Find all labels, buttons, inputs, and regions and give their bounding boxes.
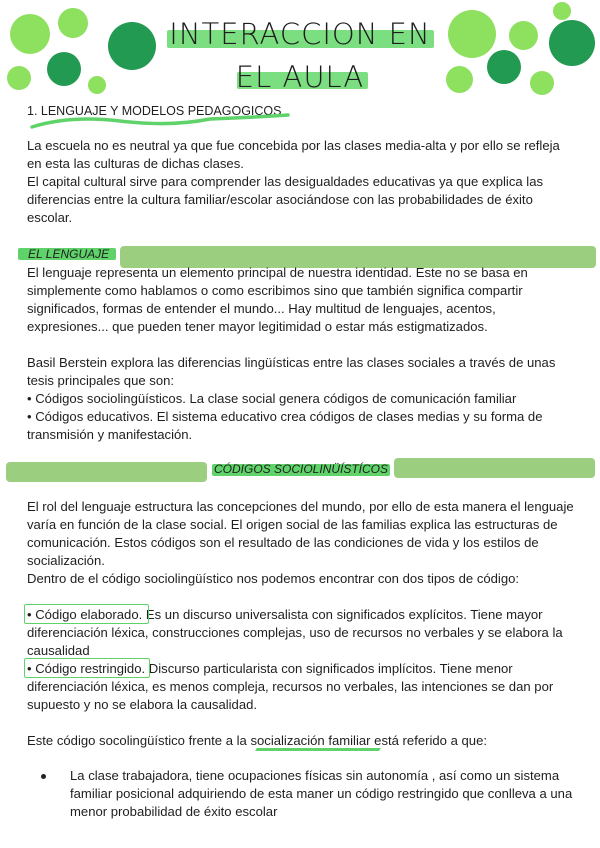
page-title: EL AULA	[235, 60, 365, 94]
decor-circle	[88, 76, 106, 94]
decor-circle	[530, 71, 554, 95]
term-box	[24, 604, 149, 624]
term-box	[24, 658, 150, 678]
section-label: CÓDIGOS SOCIOLINÜÍSTÍCOS	[214, 462, 389, 476]
decor-circle	[509, 21, 538, 50]
heading-underline	[30, 113, 290, 133]
page-title: INTERACCION EN	[169, 17, 431, 51]
bullet-dot	[41, 774, 46, 779]
section-bar	[6, 462, 207, 482]
decor-circle	[446, 66, 473, 93]
paragraph: La escuela no es neutral ya que fue concebida por las clases media-alta y por ello se refleja en esta las culturas de dichas clases. El capital cultural sirve para comprender las desigualdades educativas ya que explica las diferencias entre la cultura familiar/escolar asociándose con las probabilidades de éxito escolar.	[27, 138, 560, 225]
decor-circle	[549, 20, 595, 66]
section-bar	[394, 458, 595, 478]
section-heading: 1. LENGUAJE Y MODELOS PEDAGOGICOS	[27, 104, 282, 118]
decor-circle	[448, 10, 496, 58]
decor-circle	[108, 22, 156, 70]
paragraph: El rol del lenguaje estructura las concepciones del mundo, por ello de esta manera el lenguaje varía en función de la clase social. El origen social de las familias explica las estructuras de comunicación. Estos códigos son el resultado de las condiciones de vida y los estilos de socialización. Dentro de el código sociolingüístico nos podemos encontrar con dos tipos de código: • Código elaborado. Es un discurso universalista con significados explícitos. Tiene mayor diferenciación léxica, construcciones complejas, uso de recursos no verbales y se elabora la causalidad • Código restringido. Discurso particularista con significados implícitos. Tiene menor diferenciación léxica, es menos compleja, recursos no verbales, las intenciones se dan por supuesto y no se elabora la causalidad. Este código socolingüístico frente a la socialización familiar está referido a que:	[27, 499, 574, 748]
decor-circle	[58, 8, 88, 38]
decor-circle	[47, 52, 81, 86]
section-label: EL LENGUAJE	[28, 247, 110, 261]
highlighted-term: socialización familiar	[250, 733, 371, 748]
paragraph: El lenguaje representa un elemento principal de nuestra identidad. Este no se basa en simplemente como hablamos o como escribimos sino que también significa compartir significados, formas de entender el mundo... Hay multitud de lenguajes, acentos, expresiones... que pueden tener mayor legitimidad o estar más estigmatizados. Basil Berstein explora las diferencias lingüísticas entre las clases sociales a través de unas tesis principales que son: • Códigos sociolingüísticos. La clase social genera códigos de comunicación familiar • Códigos educativos. El sistema educativo crea códigos de clases medias y su forma de transmisión y manifestación.	[27, 265, 556, 442]
code-term-restricted: • Código restringido.	[27, 661, 146, 676]
decor-circle	[487, 50, 521, 84]
code-term-elaborated: • Código elaborado.	[27, 607, 143, 622]
list-item: La clase trabajadora, tiene ocupaciones físicas sin autonomía , así como un sistema familiar posicional adquiriendo de esta maner un código restringido que conlleva a una menor probabilidad de éxito escolar	[70, 768, 573, 819]
decor-circle	[10, 14, 50, 54]
highlight-underline	[255, 748, 381, 751]
decor-circle	[7, 66, 31, 90]
decor-circle	[553, 2, 571, 20]
